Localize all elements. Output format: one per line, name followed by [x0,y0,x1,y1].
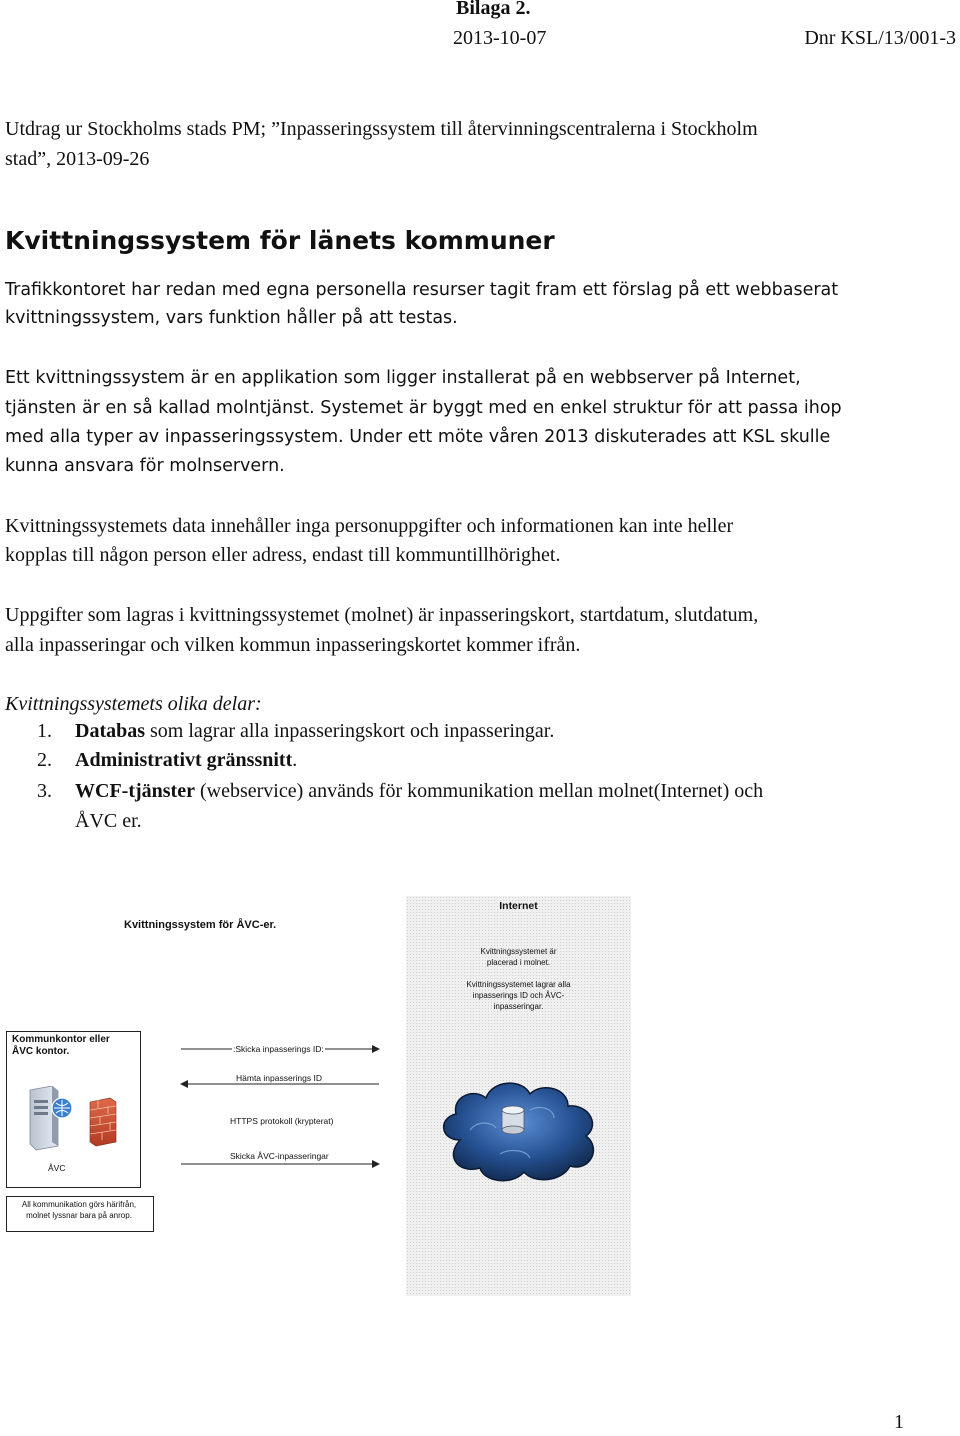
document-reference: Dnr KSL/13/001-3 [804,27,956,49]
list-item-bold: Databas [75,720,146,742]
arrow-fetch-id-label: Hämta inpasserings ID [236,1073,322,1083]
para2-line-1: Ett kvittningssystem är en applikation som ligger installerat på en webbserver på Internet, [5,368,801,388]
arrow-send-id-label: :Skicka inpasserings ID: [233,1044,324,1054]
attachment-label: Bilaga 2. [456,0,531,19]
office-label-line-2: ÅVC kontor. [12,1046,70,1057]
list-item-text [75,716,554,746]
list-item-bold: Administrativt gränssnitt [75,749,293,771]
cloud-note-location-line-2: placerad i molnet. [486,958,551,967]
list-item [37,716,52,746]
para4-line-1: Uppgifter som lagras i kvittningssystemet (molnet) är inpasseringskort, startdatum, slutdatum, [5,604,759,626]
communication-note [6,1199,152,1221]
intro-line-1: Utdrag ur Stockholms stads PM; ”Inpasseringssystem till återvinningscentralerna i Stockholm [5,118,758,140]
https-protocol-label: HTTPS protokoll (krypterat) [230,1116,334,1126]
diagram [0,880,960,1320]
cloud-note-storage-line-3: inpasseringar. [493,1002,544,1011]
cloud-note-location-line-1: Kvittningssystemet är [480,947,557,956]
page-heading: Kvittningssystem för länets kommuner [5,226,555,255]
database-icon [502,1106,524,1134]
list-item-text [75,745,297,775]
internet-label: Internet [499,900,538,912]
list-item-number: 3. [37,780,52,802]
para2-line-3: med alla typer av inpasseringssystem. Under ett möte våren 2013 diskuterades att KSL skulle [5,427,831,447]
list-item-bold: WCF-tjänster [75,780,195,802]
list-item-rest: . [292,749,298,771]
list-item-text [75,776,763,806]
document-date: 2013-10-07 [453,27,547,49]
list-item-rest: som lagrar alla inpasseringskort och inpasseringar. [145,720,555,742]
page-number: 1 [894,1411,904,1433]
cloud-note-storage-line-1: Kvittningssystemet lagrar alla [466,980,571,989]
list-item [37,776,52,806]
office-label [12,1034,110,1058]
para2-line-4: kunna ansvara för molnservern. [5,456,285,476]
list-item [37,745,52,775]
para1-line-1: Trafikkontoret har redan med egna personella resurser tagit fram ett förslag på ett webbaserat [5,280,839,300]
diagram-title: Kvittningssystem för ÅVC-er. [124,919,277,931]
intro-line-2: stad”, 2013-09-26 [5,148,150,170]
cloud-icon [430,1070,610,1190]
para3-line-2: kopplas till någon person eller adress, endast till kommuntillhörighet. [5,544,561,566]
para3-line-1: Kvittningssystemets data innehåller inga personuppgifter och informationen kan inte heller [5,515,734,537]
parts-title: Kvittningssystemets olika delar: [5,693,262,715]
office-label-line-1: Kommunkontor eller [12,1034,110,1045]
list-item-rest: (webservice) används för kommunikation mellan molnet(Internet) och [194,780,764,802]
para4-line-2: alla inpasseringar och vilken kommun inpasseringskortet kommer ifrån. [5,634,581,656]
communication-note-line-2: molnet lyssnar bara på anrop. [26,1211,132,1220]
server-icon [24,1086,124,1156]
para1-line-2: kvittningssystem, vars funktion håller på att testas. [5,308,458,328]
list-item-continuation: ÅVC er. [75,810,142,832]
cloud-note-location [406,946,631,968]
avc-label: ÅVC [48,1163,66,1173]
communication-note-line-1: All kommunikation görs härifrån, [21,1200,137,1209]
arrow-send-entries-label: Skicka ÅVC-inpasseringar [230,1151,329,1161]
list-item-number: 1. [37,720,52,742]
cloud-note-storage-line-2: inpasserings ID och ÅVC- [472,991,565,1000]
firewall-icon [90,1098,116,1146]
cloud-note-storage [406,979,631,1012]
para2-line-2: tjänsten är en så kallad molntjänst. Systemet är byggt med en enkel struktur för att passa ihop [5,398,842,418]
list-item-number: 2. [37,749,52,771]
